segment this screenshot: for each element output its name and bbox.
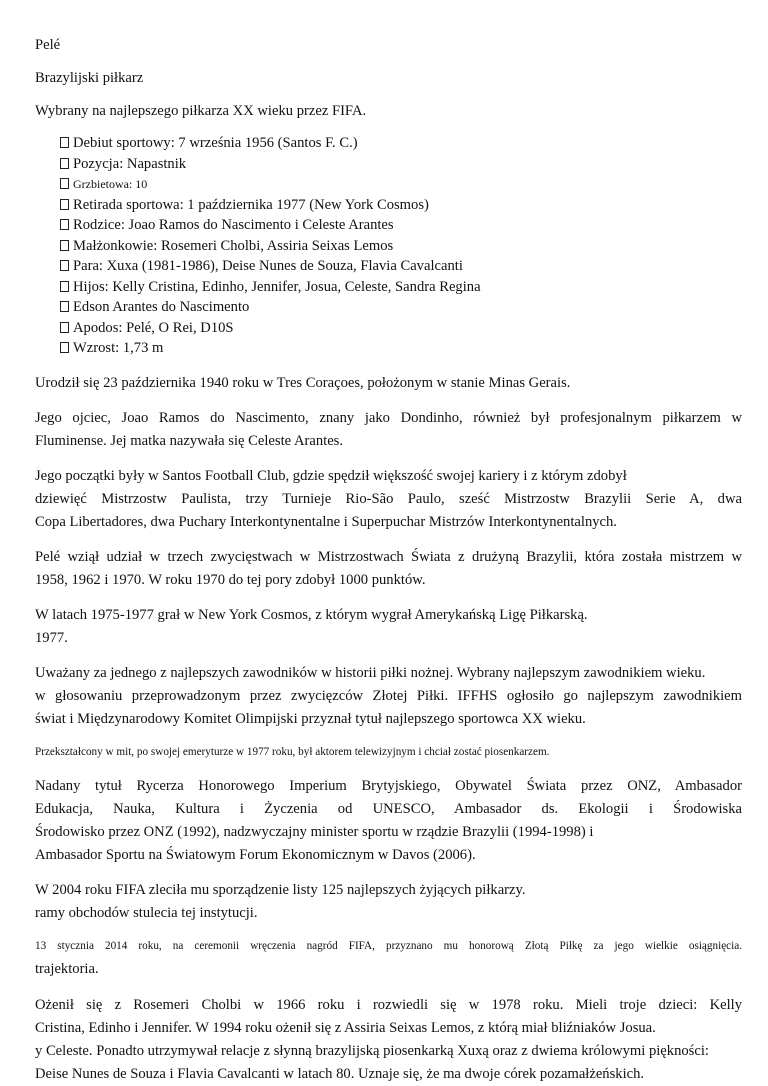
paragraph-golden-ball: 13 stycznia 2014 roku, na ceremonii wręczenia nagród FIFA, przyznano mu honorową Złotą Piłkę za jego wielkie osiągnięcia. trajektoria.: [35, 939, 742, 977]
checkbox-glyph-icon: [60, 322, 69, 333]
page-title: Pelé: [35, 37, 61, 53]
paragraph-parents: Jego ojciec, Joao Ramos do Nascimento, znany jako Dondinho, również był profesjonalnym piłkarzem w Fluminense. Jej matka nazywała się Celeste Arantes.: [35, 409, 742, 449]
checkbox-glyph-icon: [60, 281, 69, 292]
checkbox-glyph-icon: [60, 301, 69, 312]
paragraph-titles: Nadany tytuł Rycerza Honorowego Imperium Brytyjskiego, Obywatel Świata przez ONZ, Ambasador Edukacja, Nauka, Kultura i Życzenia od UNESCO, Ambasador ds. Ekologii i Środowiska Środowisko przez ONZ (1992), nadzwyczajny minister sportu w rządzie Brazylii (1994-1998) i Ambasador Sportu na Światowym Forum Ekonomicznym w Davos (2006).: [35, 777, 742, 863]
paragraph-world-cups: Pelé wziął udział w trzech zwycięstwach w Mistrzostwach Świata z drużyną Brazylii, która została mistrzem w 1958, 1962 i 1970. W roku 1970 do tej pory zdobył 1000 punktów.: [35, 548, 742, 588]
checkbox-glyph-icon: [60, 342, 69, 353]
list-item: Wzrost: 1,73 m: [60, 338, 742, 359]
paragraph-fifa-list: W 2004 roku FIFA zleciła mu sporządzenie listy 125 najlepszych żyjących piłkarzy. ramy obchodów stulecia tej instytucji.: [35, 881, 526, 921]
paragraph-birth: Urodził się 23 października 1940 roku w Tres Coraçoes, położonym w stanie Minas Gerais.: [35, 374, 571, 391]
list-item: Debiut sportowy: 7 września 1956 (Santos F. C.): [60, 133, 742, 154]
list-item: Apodos: Pelé, O Rei, D10S: [60, 318, 742, 339]
checkbox-glyph-icon: [60, 178, 69, 189]
list-item: Grzbietowa: 10: [60, 174, 742, 195]
list-item: Pozycja: Napastnik: [60, 154, 742, 175]
checkbox-glyph-icon: [60, 199, 69, 210]
paragraph-best-player: Uważany za jednego z najlepszych zawodników w historii piłki nożnej. Wybrany najlepszym zawodnikiem wieku. w głosowaniu przeprowadzonym przez zwycięzców Złotej Piłki. IFFHS ogłosiło go najlepszym zawodnikiem świat i Międzynarodowy Komitet Olimpijski przyznał tytuł najlepszego sportowca XX wieku.: [35, 664, 742, 727]
checkbox-glyph-icon: [60, 260, 69, 271]
checkbox-glyph-icon: [60, 219, 69, 230]
list-item: Małżonkowie: Rosemeri Cholbi, Assiria Seixas Lemos: [60, 236, 742, 257]
paragraph-cosmos: W latach 1975-1977 grał w New York Cosmos, z którym wygrał Amerykańską Ligę Piłkarską. 1977.: [35, 606, 588, 646]
subtitle: Brazylijski piłkarz: [35, 70, 144, 86]
paragraph-myth: Przekształcony w mit, po swojej emeryturze w 1977 roku, był aktorem telewizyjnym i chciał zostać piosenkarzem.: [35, 745, 550, 758]
checkbox-glyph-icon: [60, 240, 69, 251]
list-item: Retirada sportowa: 1 października 1977 (New York Cosmos): [60, 195, 742, 216]
list-item: Para: Xuxa (1981-1986), Deise Nunes de Souza, Flavia Cavalcanti: [60, 256, 742, 277]
facts-list: [35, 133, 742, 359]
paragraph-family: Ożenił się z Rosemeri Cholbi w 1966 roku i rozwiedli się w 1978 roku. Mieli troje dzieci: Kelly Cristina, Edinho i Jennifer. W 1994 roku ożenił się z Assiria Seixas Lemos, z którą miał bliźniaków Josua. y Celeste. Ponadto utrzymywał relacje z słynną brazylijską piosenkarką Xuxą oraz z dwiema królowymi piękności: Deise Nunes de Souza i Flavia Cavalcanti w latach 80. Uznaje się, że ma dwoje córek pozamałżeńskich.: [35, 996, 742, 1082]
checkbox-glyph-icon: [60, 158, 69, 169]
list-item: Edson Arantes do Nascimento: [60, 297, 742, 318]
paragraph-santos: Jego początki były w Santos Football Club, gdzie spędził większość swojej kariery i z którym zdobył dziewięć Mistrzostw Paulista, trzy Turnieje Rio-São Paulo, sześć Mistrzostw Brazylii Serie A, dwa Copa Libertadores, dwa Puchary Interkontynentalne i Superpuchar Mistrzów Interkontynentalnych.: [35, 467, 742, 530]
list-item: Hijos: Kelly Cristina, Edinho, Jennifer, Josua, Celeste, Sandra Regina: [60, 277, 742, 298]
checkbox-glyph-icon: [60, 137, 69, 148]
list-item: Rodzice: Joao Ramos do Nascimento i Celeste Arantes: [60, 215, 742, 236]
summary: Wybrany na najlepszego piłkarza XX wieku przez FIFA.: [35, 103, 367, 119]
